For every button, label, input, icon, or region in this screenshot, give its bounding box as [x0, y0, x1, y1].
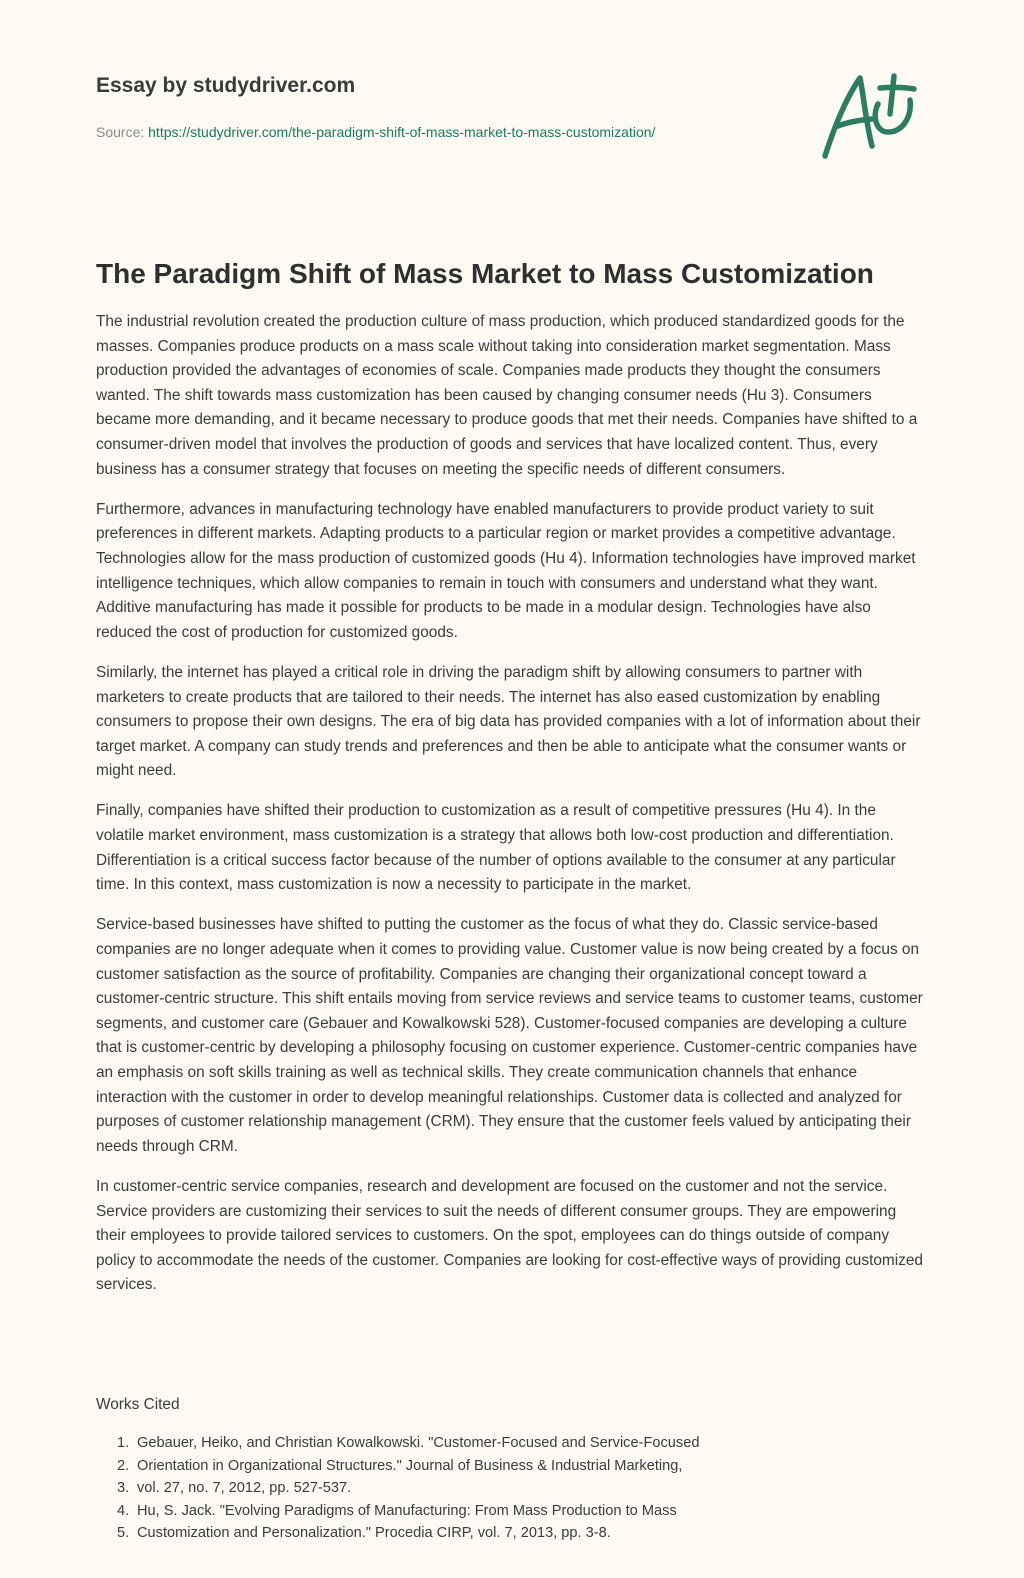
works-cited-section: [96, 1393, 928, 1545]
works-cited-number: 5.: [117, 1525, 130, 1541]
source-link[interactable]: https://studydriver.com/the-paradigm-shift-of-mass-market-to-mass-customization/: [148, 124, 656, 141]
works-cited-text: Customization and Personalization." Procedia CIRP, vol. 7, 2013, pp. 3-8.: [137, 1525, 611, 1541]
essay-paragraph: Similarly, the internet has played a critical role in driving the paradigm shift by allowing consumers to partner with marketers to create products that are tailored to their needs. The internet has also eased customization by enabling consumers to propose their own designs. The era of big data has provided companies with a lot of information about their target market. A company can study trends and preferences and then be able to anticipate what the consumer wants or might need.: [96, 663, 921, 780]
site-title: Essay by studydriver.com: [96, 74, 356, 97]
essay-title: The Paradigm Shift of Mass Market to Mass Customization: [96, 258, 874, 289]
a-plus-logo-icon: [816, 68, 924, 166]
works-cited-number: 3.: [117, 1480, 130, 1496]
works-cited-text: Gebauer, Heiko, and Christian Kowalkowski. "Customer-Focused and Service-Focused: [137, 1435, 700, 1451]
essay-paragraph: Finally, companies have shifted their production to customization as a result of competitive pressures (Hu 4). In the volatile market environment, mass customization is a strategy that allows both low-cost production and differentiation. Differentiation is a critical success factor because of the number of options available to the consumer at any particular time. In this context, mass customization is now a necessity to participate in the market.: [96, 802, 896, 894]
works-cited-item: [96, 1432, 928, 1455]
works-cited-number: 4.: [117, 1502, 130, 1519]
page-header: [96, 74, 776, 141]
source-line: [96, 123, 776, 141]
works-cited-item: [96, 1455, 928, 1478]
works-cited-text: vol. 27, no. 7, 2012, pp. 527-537.: [137, 1480, 352, 1496]
works-cited-text: Hu, S. Jack. "Evolving Paradigms of Manufacturing: From Mass Production to Mass: [137, 1502, 677, 1519]
works-cited-list: [96, 1432, 928, 1545]
works-cited-item: [96, 1477, 928, 1500]
works-cited-item: [96, 1522, 928, 1545]
works-cited-number: 2.: [117, 1457, 130, 1474]
plus-horizontal: [880, 87, 914, 89]
essay-paragraph: The industrial revolution created the production culture of mass production, which produced standardized goods for the masses. Companies produce products on a mass scale without taking into consideration market segmentation. Mass production provided the advantages of economies of scale. Companies made products they thought the consumers wanted. The shift towards mass customization has been caused by changing consumer needs (Hu 3). Consumers became more demanding, and it became necessary to produce goods that met their needs. Companies have shifted to a consumer-driven model that involves the production of goods and services that have localized content. Thus, every business has a consumer strategy that focuses on meeting the specific needs of different consumers.: [96, 313, 918, 478]
essay-paragraph: Furthermore, advances in manufacturing technology have enabled manufacturers to provide product variety to suit preferences in different markets. Adapting products to a particular region or market provides a competitive advantage. Technologies allow for the mass production of customized goods (Hu 4). Information technologies have improved market intelligence techniques, which allow companies to remain in touch with consumers and understand what they want. Additive manufacturing has made it possible for products to be made in a modular design. Technologies have also reduced the cost of production for customized goods.: [96, 500, 916, 641]
plus-vertical: [890, 76, 894, 114]
works-cited-item: [96, 1500, 928, 1523]
essay-body: [96, 254, 928, 1314]
works-cited-text: Orientation in Organizational Structures." Journal of Business & Industrial Marketing,: [137, 1457, 683, 1474]
a-plus-logo-svg: [816, 68, 924, 166]
works-cited-number: 1.: [117, 1435, 130, 1451]
essay-paragraph: Service-based businesses have shifted to putting the customer as the focus of what they do. Classic service-based companies are no longer adequate when it comes to providing value. Customer value is now being created by a focus on customer satisfaction as the source of profitability. Companies are changing their organizational concept toward a customer-centric structure. This shift entails moving from service reviews and service teams to customer teams, customer segments, and customer care (Gebauer and Kowalkowski 528). Customer-focused companies are developing a culture that is customer-centric by developing a philosophy focusing on customer experience. Customer-centric companies have an emphasis on soft skills training as well as technical skills. They create communication channels that enhance interaction with the customer in order to develop meaningful relationships. Customer data is collected and analyzed for purposes of customer relationship management (CRM). They ensure that the customer feels valued by anticipating their needs through CRM.: [96, 916, 923, 1155]
works-cited-heading: Works Cited: [96, 1396, 180, 1413]
essay-paragraph: In customer-centric service companies, research and development are focused on the customer and not the service. Service providers are customizing their services to suit the needs of different consumer groups. They are empowering their employees to provide tailored services to customers. On the spot, employees can do things outside of company policy to accommodate the needs of the customer. Companies are looking for cost-effective ways of providing customized services.: [96, 1177, 923, 1294]
source-label: Source:: [96, 124, 145, 141]
